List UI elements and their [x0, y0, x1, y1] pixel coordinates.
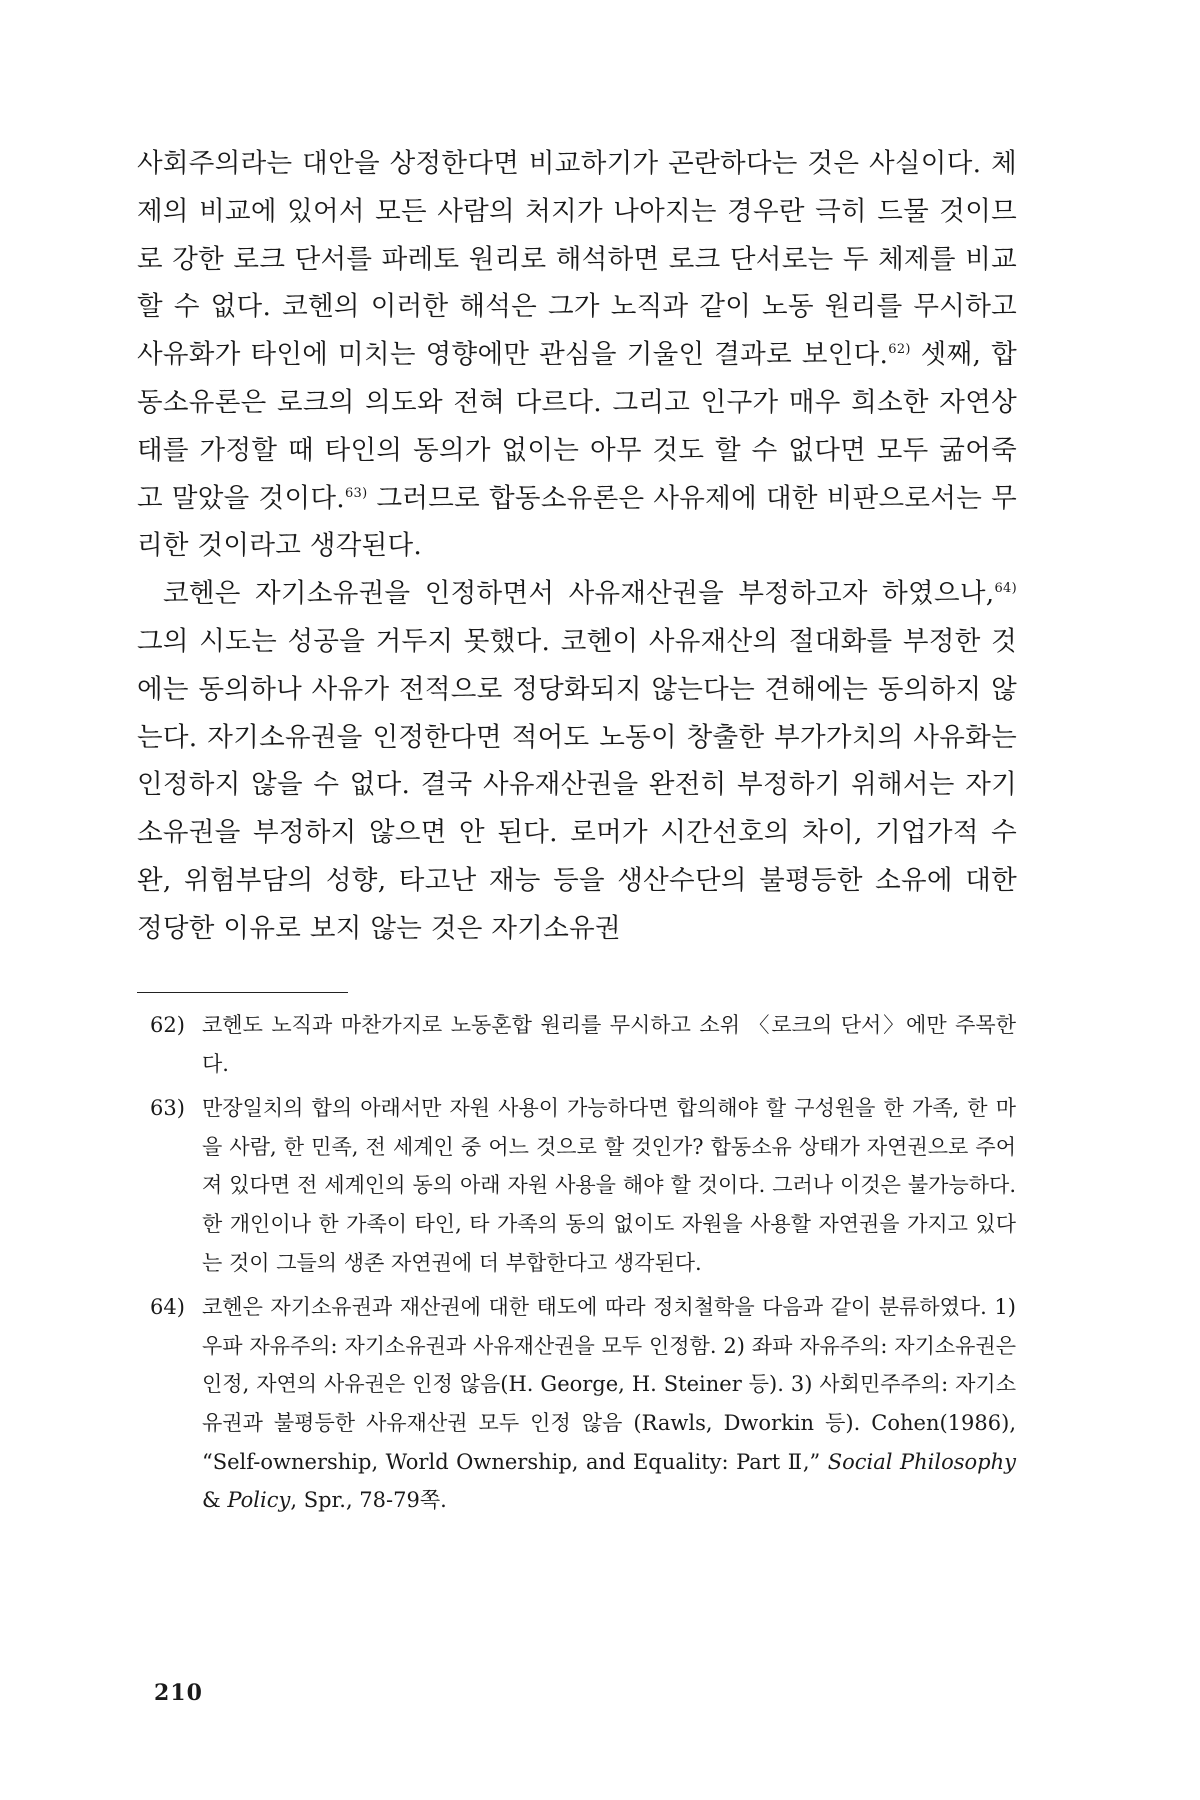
paragraph-1 [137, 140, 1017, 570]
footnote-text-part: & [202, 1488, 228, 1513]
footnote-ref-63: 63) [344, 485, 368, 501]
footnote-number: 64) [150, 1295, 185, 1320]
footnote-62 [150, 1006, 1016, 1083]
footnote-number: 63) [150, 1096, 185, 1121]
footnote-63 [150, 1089, 1016, 1282]
paragraph-1-text-c: 그러므로 합동소유론은 사유제에 대한 비판으로서는 무리한 것이라고 생각된다. [137, 482, 1017, 562]
footnote-ref-64: 64) [994, 581, 1017, 597]
footnote-ref-62: 62) [888, 342, 911, 358]
footnote-text [202, 1288, 1016, 1520]
paragraph-1-text-b: 셋째, 합동소유론은 로크의 의도와 전혀 다르다. 그리고 인구가 매우 희소한 자연상태를 가정할 때 타인의 동의가 없이는 아무 것도 할 수 없다면 모두 굶어죽고 말았을 것이다. [137, 339, 1017, 514]
footnote-text-part: , Spr., 78-79쪽. [290, 1488, 447, 1513]
footnote-64 [150, 1288, 1016, 1520]
footnote-divider [137, 992, 348, 993]
journal-title-part: Social Philosophy [827, 1449, 1016, 1474]
footnote-text-part: 코헨은 자기소유권과 재산권에 대한 태도에 따라 정치철학을 다음과 같이 분류하였다. 1) 우파 자유주의: 자기소유권과 사유재산권을 모두 인정함. 2) 좌파 자유주의: 자기소유권은 인정, 자연의 사유권은 인정 않음(H. George, H. Steiner 등). 3) 사회민주주의: 자기소유권과 불평등한 사유재산권 모두 인정 않음 (Rawls, Dworkin 등). Cohen(1986), “Self-ownership, World Ownership, and Equality: Part Ⅱ,” [202, 1295, 1016, 1474]
paragraph-2-text-b: 그의 시도는 성공을 거두지 못했다. 코헨이 사유재산의 절대화를 부정한 것에는 동의하나 사유가 전적으로 정당화되지 않는다는 견해에는 동의하지 않는다. 자기소유권을 인정한다면 적어도 노동이 창출한 부가가치의 사유화는 인정하지 않을 수 없다. 결국 사유재산권을 완전히 부정하기 위해서는 자기소유권을 부정하지 않으면 안 된다. 로머가 시간선호의 차이, 기업가적 수완, 위험부담의 성향, 타고난 재능 등을 생산수단의 불평등한 소유에 대한 정당한 이유로 보지 않는 것은 자기소유권 [137, 625, 1017, 944]
footnote-number: 62) [150, 1013, 185, 1037]
footnote-text: 만장일치의 합의 아래서만 자원 사용이 가능하다면 합의해야 할 구성원을 한 가족, 한 마을 사람, 한 민족, 전 세계인 중 어느 것으로 할 것인가? 합동소유 상태가 자연권으로 주어져 있다면 전 세계인의 동의 아래 자원 사용을 해야 할 것이다. 그러나 이것은 불가능하다. 한 개인이나 한 가족이 타인, 타 가족의 동의 없이도 자원을 사용할 자연권을 가지고 있다는 것이 그들의 생존 자연권에 더 부합한다고 생각된다. [202, 1096, 1016, 1275]
footnote-text: 코헨도 노직과 마찬가지로 노동혼합 원리를 무시하고 소위 〈로크의 단서〉에만 주목한다. [202, 1013, 1016, 1076]
footnotes [150, 1006, 1016, 1526]
paragraph-1-text-a: 사회주의라는 대안을 상정한다면 비교하기가 곤란하다는 것은 사실이다. 체제의 비교에 있어서 모든 사람의 처지가 나아지는 경우란 극히 드물 것이므로 강한 로크 단서를 파레토 원리로 해석하면 로크 단서로는 두 체제를 비교할 수 없다. 코헨의 이러한 해석은 그가 노직과 같이 노동 원리를 무시하고 사유화가 타인에 미치는 영향에만 관심을 기울인 결과로 보인다. [137, 148, 1017, 371]
paragraph-2-text-a: 코헨은 자기소유권을 인정하면서 사유재산권을 부정하고자 하였으나, [163, 578, 995, 610]
main-text [137, 140, 1017, 953]
journal-title-part: Policy [227, 1488, 291, 1513]
paragraph-2 [137, 570, 1017, 952]
page-number: 210 [154, 1680, 203, 1706]
